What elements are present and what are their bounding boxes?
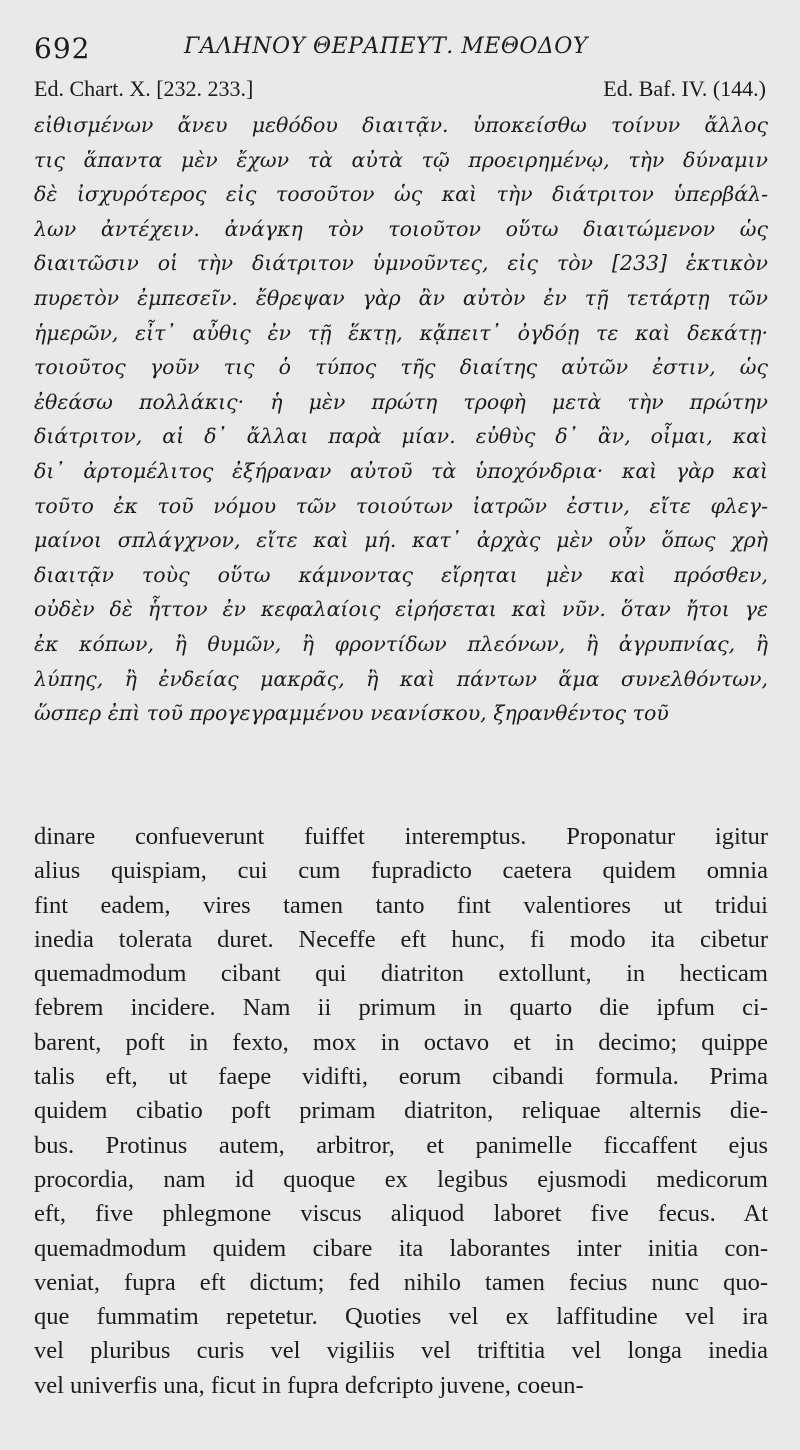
greek-text-line: ἡμερῶν, εἶτ᾽ αὖθις ἐν τῇ ἕκτῃ, κᾄπειτ᾽ ὀγδόῃ τε καὶ δεκάτῃ· bbox=[34, 320, 768, 345]
latin-text-line: talis eft, ut faepe vidifti, eorum cibandi formula. Prima bbox=[34, 1063, 768, 1091]
greek-text-line: εἰθισμένων ἄνευ μεθόδου διαιτᾷν. ὑποκείσθω τοίνυν ἄλλος bbox=[34, 113, 768, 137]
greek-text-line: τοῦτο ἐκ τοῦ νόμου τῶν τοιούτων ἰατρῶν ἐστιν, εἴτε φλεγ- bbox=[34, 493, 768, 518]
latin-text-line: dinare confueverunt fuiffet interemptus. Proponatur igitur bbox=[34, 823, 768, 850]
latin-text-line: bus. Protinus autem, arbitror, et panimelle ficcaffent ejus bbox=[34, 1131, 768, 1159]
latin-text-line: vel pluribus curis vel vigiliis vel triftitia vel longa inedia bbox=[34, 1337, 768, 1365]
greek-text-line: δὲ ἰσχυρότερος εἰς τοσοῦτον ὡς καὶ τὴν διάτριτον ὑπερβάλ- bbox=[34, 182, 768, 207]
greek-text-line: οὐδὲν δὲ ἧττον ἐν κεφαλαίοις εἰρήσεται καὶ νῦν. ὅταν ἤτοι γε bbox=[34, 597, 768, 622]
greek-text-line: διάτριτον, αἱ δ᾽ ἄλλαι παρὰ μίαν. εὐθὺς δ᾽ ἂν, οἶμαι, καὶ bbox=[34, 424, 768, 449]
edition-basel: Ed. Baf. IV. (144.) bbox=[603, 76, 766, 101]
greek-text-block bbox=[34, 108, 768, 731]
edition-references bbox=[34, 76, 766, 106]
latin-text-line: procordia, nam id quoque ex legibus ejusmodi medicorum bbox=[34, 1165, 768, 1193]
greek-text-line: λύπης, ἢ ἐνδείας μακρᾶς, ἢ καὶ πάντων ἅμα συνελθόντων, bbox=[34, 666, 768, 691]
latin-text-line: quidem cibatio poft primam diatriton, reliquae alternis die- bbox=[34, 1097, 768, 1125]
greek-text-line: ἐκ κόπων, ἢ θυμῶν, ἢ φροντίδων πλεόνων, ἢ ἀγρυπνίας, ἢ bbox=[34, 631, 768, 656]
edition-chartier: Ed. Chart. X. [232. 233.] bbox=[34, 76, 254, 101]
greek-text-line: διαιτῶσιν οἱ τὴν διάτριτον ὑμνοῦντες, εἰς τὸν [233] ἑκτικὸν bbox=[34, 251, 768, 276]
latin-text-line: vel univerfis una, ficut in fupra defcripto juvene, coeun- bbox=[34, 1371, 584, 1399]
greek-text-line: λων ἀντέχειν. ἀνάγκη τὸν τοιοῦτον οὕτω διαιτώμενον ὡς bbox=[34, 216, 768, 241]
greek-text-line: ἐθεάσω πολλάκις· ἡ μὲν πρώτη τροφὴ μετὰ τὴν πρώτην bbox=[34, 389, 768, 414]
latin-text-line: que fummatim repetetur. Quoties vel ex laffitudine vel ira bbox=[34, 1303, 768, 1331]
greek-text-line: ὥσπερ ἐπὶ τοῦ προγεγραμμένου νεανίσκου, ξηρανθέντος τοῦ bbox=[34, 701, 669, 726]
latin-text-line: quemadmodum cibant qui diatriton extollunt, in hecticam bbox=[34, 960, 768, 988]
latin-text-line: quemadmodum quidem cibare ita laborantes inter initia con- bbox=[34, 1234, 768, 1262]
latin-text-block bbox=[34, 820, 768, 1403]
latin-text-line: inedia tolerata duret. Neceffe eft hunc, fi modo ita cibetur bbox=[34, 925, 768, 953]
latin-text-line: eft, five phlegmone viscus aliquod laboret five fecus. At bbox=[34, 1200, 768, 1228]
latin-text-line: febrem incidere. Nam ii primum in quarto die ipfum ci- bbox=[34, 994, 768, 1022]
page-header bbox=[34, 28, 766, 68]
latin-text-line: barent, poft in fexto, mox in octavo et in decimo; quippe bbox=[34, 1028, 768, 1056]
running-title: ΓΑΛΗΝΟΥ ΘΕΡΑΠΕΥΤ. ΜΕΘΟΔΟΥ bbox=[184, 34, 588, 59]
greek-text-line: τοιοῦτος γοῦν τις ὁ τύπος τῆς διαίτης αὐτῶν ἐστιν, ὡς bbox=[34, 355, 768, 380]
latin-text-line: alius quispiam, cui cum fupradicto caetera quidem omnia bbox=[34, 857, 768, 885]
greek-text-line: δι᾽ ἀρτομέλιτος ἐξήραναν αὐτοῦ τὰ ὑποχόνδρια· καὶ γὰρ καὶ bbox=[34, 458, 768, 483]
latin-text-line: fint eadem, vires tamen tanto fint valentiores ut tridui bbox=[34, 891, 768, 919]
greek-text-line: διαιτᾷν τοὺς οὕτω κάμνοντας εἴρηται μὲν καὶ πρόσθεν, bbox=[34, 562, 768, 587]
greek-text-line: μαίνοι σπλάγχνον, εἴτε καὶ μή. κατ᾽ ἀρχὰς μὲν οὖν ὅπως χρὴ bbox=[34, 528, 768, 553]
greek-text-line: πυρετὸν ἐμπεσεῖν. ἔθρεψαν γὰρ ἂν αὐτὸν ἐν τῇ τετάρτῃ τῶν bbox=[34, 285, 768, 310]
page-number: 692 bbox=[34, 32, 91, 65]
greek-text-line: τις ἅπαντα μὲν ἔχων τὰ αὐτὰ τῷ προειρημένῳ, τὴν δύναμιν bbox=[34, 147, 768, 172]
latin-text-line: veniat, fupra eft dictum; fed nihilo tamen fecius nunc quo- bbox=[34, 1268, 768, 1296]
